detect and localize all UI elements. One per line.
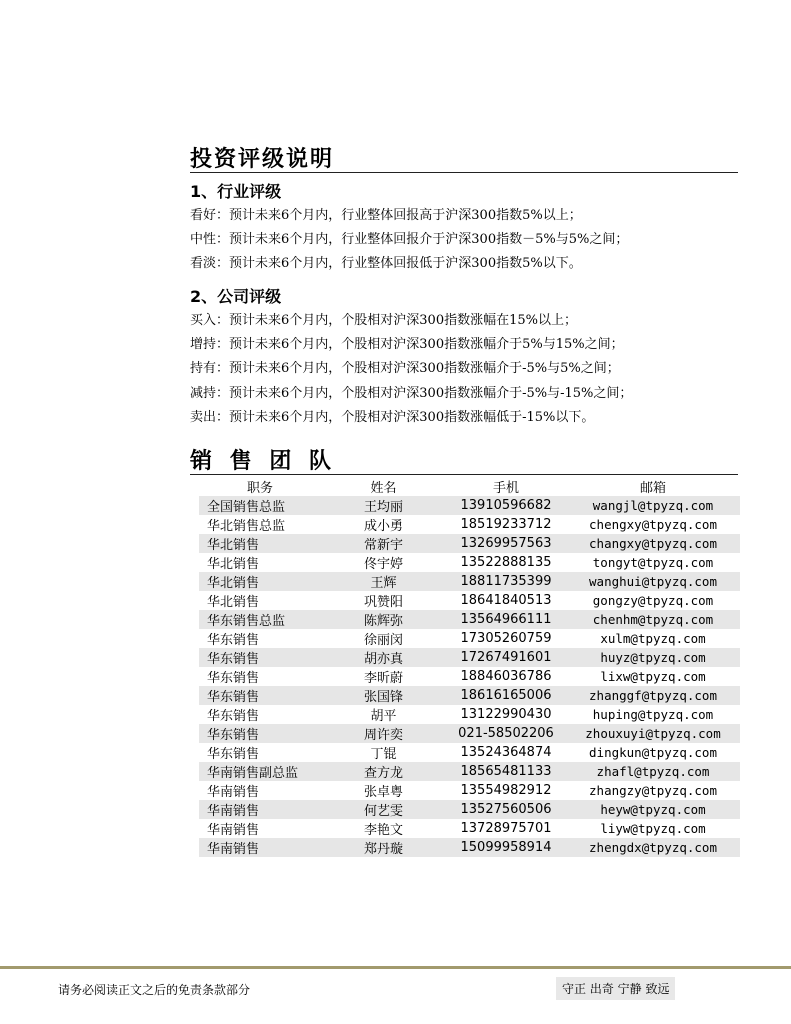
name-cell: 佟宇婷 <box>363 557 403 572</box>
name-cell: 周许奕 <box>321 724 446 743</box>
rating-title: 投资评级说明 <box>190 147 335 172</box>
industry-rating-heading: 1、行业评级 <box>190 182 282 201</box>
position-cell: 华东销售 <box>207 633 260 648</box>
email-cell: chenhm@tpyzq.com <box>566 610 740 629</box>
table-row <box>199 838 740 857</box>
phone-cell: 18565481133 <box>446 762 566 781</box>
name-cell: 王辉 <box>321 572 446 591</box>
table-row <box>199 743 740 762</box>
footer-divider <box>0 966 791 969</box>
phone-cell: 13122990430 <box>460 707 552 722</box>
position-cell: 华南销售 <box>199 838 321 857</box>
phone-cell: 18519233712 <box>460 517 552 532</box>
table-row <box>199 515 740 534</box>
name-cell: 陈辉弥 <box>321 610 446 629</box>
footer-disclaimer: 请务必阅读正文之后的免责条款部分 <box>58 983 251 997</box>
position-cell: 华东销售 <box>199 724 321 743</box>
name-cell: 郑丹璇 <box>321 838 446 857</box>
phone-cell: 13554982912 <box>460 783 552 798</box>
name-cell: 胡平 <box>370 709 397 724</box>
company-rating-heading: 2、公司评级 <box>190 287 282 306</box>
name-cell: 丁锟 <box>370 747 397 762</box>
position-cell: 华北销售 <box>199 534 321 553</box>
email-cell: gongzy@tpyzq.com <box>592 593 714 608</box>
table-row <box>199 553 740 572</box>
name-cell: 胡亦真 <box>321 648 446 667</box>
table-row <box>199 686 740 705</box>
position-cell: 华东销售 <box>207 747 260 762</box>
position-cell: 华北销售 <box>207 595 260 610</box>
email-cell: wanghui@tpyzq.com <box>566 572 740 591</box>
email-cell: zhanggf@tpyzq.com <box>566 686 740 705</box>
email-cell: tongyt@tpyzq.com <box>592 555 714 570</box>
email-cell: heyw@tpyzq.com <box>566 800 740 819</box>
phone-cell: 18811735399 <box>446 572 566 591</box>
sales-team-table <box>199 477 740 857</box>
position-cell: 华北销售总监 <box>207 519 286 534</box>
email-cell: zhangzy@tpyzq.com <box>589 783 717 798</box>
position-cell: 华东销售总监 <box>199 610 321 629</box>
name-cell: 查方龙 <box>321 762 446 781</box>
header-position: 职务 <box>246 481 273 496</box>
name-cell: 李艳文 <box>363 823 403 838</box>
phone-cell: 18616165006 <box>446 686 566 705</box>
table-row <box>199 762 740 781</box>
table-row <box>199 800 740 819</box>
position-cell: 全国销售总监 <box>199 496 321 515</box>
email-cell: changxy@tpyzq.com <box>566 534 740 553</box>
email-cell: zhafl@tpyzq.com <box>566 762 740 781</box>
position-cell: 华东销售 <box>207 709 260 724</box>
table-row <box>199 724 740 743</box>
name-cell: 张卓粤 <box>363 785 403 800</box>
email-cell: zhouxuyi@tpyzq.com <box>566 724 740 743</box>
name-cell: 巩赞阳 <box>363 595 403 610</box>
position-cell: 华南销售 <box>207 785 260 800</box>
name-cell: 李昕蔚 <box>363 671 403 686</box>
phone-cell: 17305260759 <box>460 631 552 646</box>
industry-rating-line: 看好：预计未来6个月内，行业整体回报高于沪深300指数5%以上； <box>190 208 582 223</box>
name-cell: 张国锋 <box>321 686 446 705</box>
company-rating-line: 卖出：预计未来6个月内，个股相对沪深300指数涨幅低于-15%以下。 <box>190 410 595 425</box>
phone-cell: 17267491601 <box>446 648 566 667</box>
title-divider <box>190 172 738 173</box>
phone-cell: 13269957563 <box>446 534 566 553</box>
table-row <box>199 629 740 648</box>
phone-cell: 18641840513 <box>460 593 552 608</box>
table-row <box>199 667 740 686</box>
name-cell: 常新宇 <box>321 534 446 553</box>
email-cell: huping@tpyzq.com <box>592 707 714 722</box>
email-cell: lixw@tpyzq.com <box>600 669 706 684</box>
phone-cell: 15099958914 <box>446 838 566 857</box>
phone-cell: 13527560506 <box>446 800 566 819</box>
table-row <box>199 572 740 591</box>
header-email: 邮箱 <box>639 481 666 496</box>
phone-cell: 13522888135 <box>460 555 552 570</box>
industry-rating-line: 中性：预计未来6个月内，行业整体回报介于沪深300指数－5%与5%之间； <box>190 232 629 247</box>
table-header-row <box>199 477 740 496</box>
email-cell: wangjl@tpyzq.com <box>566 496 740 515</box>
email-cell: huyz@tpyzq.com <box>566 648 740 667</box>
phone-cell: 13524364874 <box>460 745 552 760</box>
email-cell: zhengdx@tpyzq.com <box>566 838 740 857</box>
company-rating-line: 减持：预计未来6个月内，个股相对沪深300指数涨幅介于-5%与-15%之间； <box>190 386 633 401</box>
email-cell: dingkun@tpyzq.com <box>589 745 717 760</box>
footer-motto: 守正 出奇 宁静 致远 <box>556 977 675 1000</box>
email-cell: liyw@tpyzq.com <box>600 821 706 836</box>
header-phone: 手机 <box>492 481 519 496</box>
phone-cell: 021-58502206 <box>446 724 566 743</box>
position-cell: 华南销售副总监 <box>199 762 321 781</box>
phone-cell: 18846036786 <box>460 669 552 684</box>
industry-rating-line: 看淡：预计未来6个月内，行业整体回报低于沪深300指数5%以下。 <box>190 256 582 271</box>
position-cell: 华东销售 <box>199 686 321 705</box>
position-cell: 华北销售 <box>199 572 321 591</box>
phone-cell: 13910596682 <box>446 496 566 515</box>
table-row <box>199 705 740 724</box>
company-rating-line: 增持：预计未来6个月内，个股相对沪深300指数涨幅介于5%与15%之间； <box>190 337 624 352</box>
table-row <box>199 591 740 610</box>
table-row <box>199 781 740 800</box>
company-rating-line: 买入：预计未来6个月内，个股相对沪深300指数涨幅在15%以上； <box>190 313 577 328</box>
email-cell: xulm@tpyzq.com <box>600 631 706 646</box>
table-row <box>199 819 740 838</box>
position-cell: 华北销售 <box>207 557 260 572</box>
phone-cell: 13564966111 <box>446 610 566 629</box>
table-row <box>199 534 740 553</box>
name-cell: 徐丽闵 <box>363 633 403 648</box>
table-row <box>199 648 740 667</box>
email-cell: chengxy@tpyzq.com <box>589 517 717 532</box>
position-cell: 华东销售 <box>199 648 321 667</box>
header-name: 姓名 <box>370 481 397 496</box>
phone-cell: 13728975701 <box>460 821 552 836</box>
team-title: 销 售 团 队 <box>190 449 331 474</box>
table-row <box>199 610 740 629</box>
team-divider <box>190 474 738 475</box>
position-cell: 华东销售 <box>207 671 260 686</box>
position-cell: 华南销售 <box>207 823 260 838</box>
name-cell: 何艺雯 <box>321 800 446 819</box>
company-rating-line: 持有：预计未来6个月内，个股相对沪深300指数涨幅介于-5%与5%之间； <box>190 361 620 376</box>
position-cell: 华南销售 <box>199 800 321 819</box>
name-cell: 王均丽 <box>321 496 446 515</box>
name-cell: 成小勇 <box>363 519 403 534</box>
table-row <box>199 496 740 515</box>
